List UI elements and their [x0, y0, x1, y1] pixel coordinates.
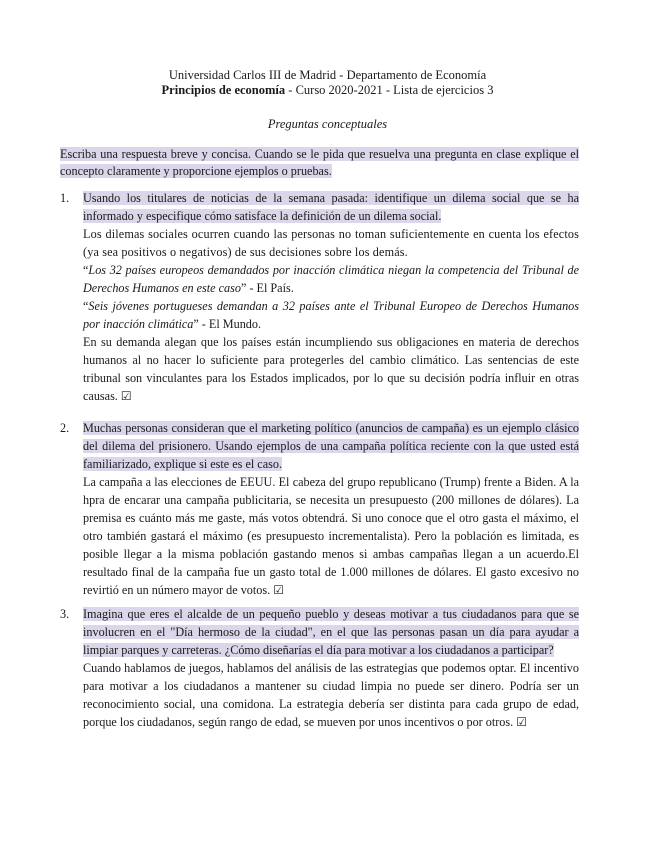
checkbox-icon[interactable]: ☑ [273, 583, 284, 597]
question-number: 3. [60, 607, 70, 621]
quote-open: “ [83, 263, 89, 277]
quote-headline: Los 32 países europeos demandados por inacción climática niegan la competencia del Tribunal de Derechos Humanos en este caso [83, 263, 579, 295]
question-text: Imagina que eres el alcalde de un pequeño pueblo y deseas motivar a tus ciudadanos para que se involucren en el "Día hermoso de la ciudad", en el que las personas pasan un día para ayudar a limpiar parques y carreteras. ¿Cómo diseñarías el día para motivar a los ciudadanos a participar? [83, 607, 579, 657]
answer-text: En su demanda alegan que los países están incumpliendo sus obligaciones en materia de derechos humanos al no hacer lo suficiente para protegerles del cambio climático. Las sentencias de este tribunal son vinculantes para los Estados implicados, por lo que su decisión podría influir en otras causas. [83, 335, 579, 403]
document-header [0, 68, 655, 98]
quote-open: “ [83, 299, 89, 313]
question-1 [60, 189, 579, 405]
quote-source: ” - El Mundo. [193, 317, 262, 331]
instructions-text: Escriba una respuesta breve y concisa. Cuando se le pida que resuelva una pregunta en clase explique el concepto claramente y proporcione ejemplos o pruebas. [60, 147, 579, 179]
question-text: Muchas personas consideran que el marketing político (anuncios de campaña) es un ejemplo clásico del dilema del prisionero. Usando ejemplos de una campaña política reciente con la que usted está familiarizado, explique si este es el caso. [83, 421, 579, 471]
question-number: 2. [60, 421, 70, 435]
answer-text: Cuando hablamos de juegos, hablamos del análisis de las estrategias que podemos optar. El incentivo para motivar a los ciudadanos a mantener su ciudad limpia no puede ser dinero. Podría ser un reconocimiento social, una comidona. La estrategia debería ser distinta para cada grupo de edad, porque los ciudadanos, según rango de edad, se mueven por unos incentivos o por otros. [83, 661, 579, 729]
checkbox-icon[interactable]: ☑ [516, 715, 528, 729]
question-2 [60, 419, 579, 599]
question-number: 1. [60, 191, 70, 205]
section-subtitle: Preguntas conceptuales [267, 117, 388, 131]
news-quote-1 [83, 261, 579, 297]
answer-intro: Los dilemas sociales ocurren cuando las personas no toman suficientemente en cuenta los efectos (ya sea positivos o negativos) de sus decisiones sobre los demás. [83, 227, 579, 259]
instructions [60, 146, 579, 181]
course-details: - Curso 2020-2021 - Lista de ejercicios 3 [285, 83, 494, 97]
quote-headline: Seis jóvenes portugueses demandan a 32 países ante el Tribunal Europeo de Derechos Humanos por inacción climática [83, 299, 579, 331]
answer-text: La campaña a las elecciones de EEUU. El cabeza del grupo republicano (Trump) frente a Biden. A la hpra de encarar una campaña publicitaria, se necesita un presupuesto (200 millones de dólares). La premisa es cuánto más me gaste, más votos obtendrá. Si uno conoce que el otro gasta el máximo, el otro también gastará el máximo (es presupuesto incrementalista). Pero la población es limitada, es posible llegar a la misma población gastando menos si ambas campañas llegan a un acuerdo.El resultado final de la campaña fue un gasto total de 1.000 millones de dólares. El gasto excesivo no revirtió en un número mayor de votos. [83, 475, 579, 597]
header-line-1: Universidad Carlos III de Madrid - Departamento de Economía [168, 68, 487, 82]
question-3 [60, 605, 579, 731]
header-line-2 [0, 83, 655, 98]
course-name: Principios de economía [161, 83, 286, 97]
checkbox-icon[interactable]: ☑ [120, 389, 132, 403]
question-text: Usando los titulares de noticias de la semana pasada: identifique un dilema social que se ha informado y especifique cómo satisface la definición de un dilema social. [83, 191, 579, 223]
quote-source: ” - El País. [240, 281, 294, 295]
news-quote-2 [83, 297, 579, 333]
